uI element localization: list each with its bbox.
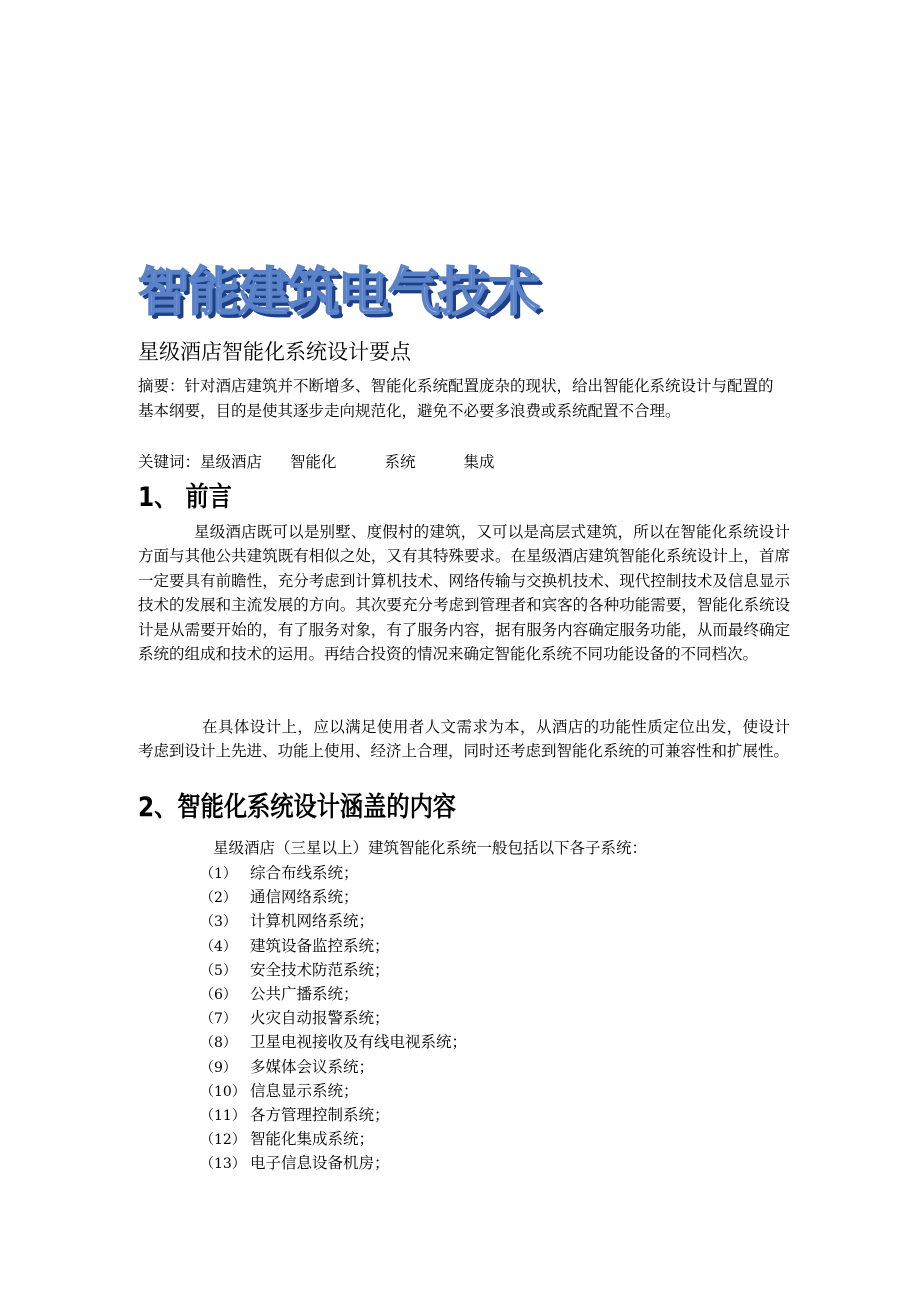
list-item [200, 1151, 467, 1175]
subsystem-intro: 星级酒店（三星以上）建筑智能化系统一般包括以下各子系统： [213, 839, 648, 857]
list-item [200, 1030, 467, 1054]
list-label: 各方管理控制系统； [250, 1105, 390, 1124]
article-title: 星级酒店智能化系统设计要点 [138, 340, 411, 364]
keyword: 系统 [384, 453, 416, 471]
list-label: 建筑设备监控系统； [250, 936, 390, 955]
list-number: （8） [200, 1035, 237, 1052]
list-number: （13） [200, 1156, 246, 1173]
keywords-line [138, 450, 495, 475]
list-number: （5） [200, 962, 237, 979]
list-item [200, 909, 467, 933]
list-item [200, 934, 467, 958]
list-item [200, 958, 467, 982]
list-number: （7） [200, 1011, 237, 1028]
list-item [200, 1006, 467, 1030]
list-number: （1） [200, 866, 237, 882]
abstract-text: 摘要：针对酒店建筑并不断增多、智能化系统配置庞杂的现状，给出智能化系统设计与配置的基本纲要，目的是使其逐步走向规范化，避免不必要多浪费或系统配置不合理。 [138, 377, 774, 420]
list-number: （9） [200, 1059, 237, 1076]
list-label: 安全技术防范系统； [250, 960, 390, 979]
list-label: 智能化集成系统； [250, 1130, 375, 1149]
list-number: （11） [200, 1107, 246, 1124]
intro-paragraph: 在具体设计上，应以满足使用者人文需求为本，从酒店的功能性质定位出发，使设计考虑到设计上先进、功能上使用、经济上合理，同时还考虑到智能化系统的可兼容性和扩展性。 [138, 718, 790, 761]
list-label: 计算机网络系统； [250, 912, 375, 931]
list-item [200, 861, 467, 885]
keywords-label: 关键词：星级酒店 [138, 453, 263, 471]
list-label: 卫星电视接收及有线电视系统； [250, 1033, 468, 1052]
list-label: 通信网络系统； [250, 888, 359, 907]
list-number: （2） [200, 890, 237, 907]
list-number: （12） [200, 1132, 246, 1149]
list-item [200, 885, 467, 909]
list-item [200, 1127, 467, 1151]
list-item [200, 1079, 467, 1103]
list-number: （10） [200, 1083, 246, 1100]
list-item [200, 1055, 467, 1079]
list-item [200, 982, 467, 1006]
section-heading-scope: 2、智能化系统设计涵盖的内容 [138, 792, 457, 823]
list-label: 电子信息设备机房； [250, 1154, 390, 1173]
list-label: 火灾自动报警系统； [250, 1009, 390, 1028]
keyword: 集成 [463, 453, 495, 471]
keyword: 智能化 [290, 453, 337, 471]
list-number: （3） [200, 914, 237, 931]
section-heading-intro: 1、 前言 [138, 482, 232, 513]
list-item [200, 1103, 467, 1127]
subsystem-list [200, 861, 467, 1175]
list-number: （6） [200, 986, 237, 1003]
list-label: 信息显示系统； [250, 1081, 359, 1100]
list-number: （4） [200, 938, 237, 955]
list-label: 公共广播系统； [250, 984, 359, 1003]
intro-paragraph: 星级酒店既可以是别墅、度假村的建筑，又可以是高层式建筑，所以在智能化系统设计方面与其他公共建筑既有相似之处，又有其特殊要求。在星级酒店建筑智能化系统设计上，首席一定要具有前瞻性，充分考虑到计算机技术、网络传输与交换机技术、现代控制技术及信息显示技术的发展和主流发展的方向。其次要充分考虑到管理者和宾客的各种功能需要，智能化系统设计是从需要开始的，有了服务对象，有了服务内容，据有服务内容确定服务功能，从而最终确定系统的组成和技术的运用。再结合投资的情况来确定智能化系统不同功能设备的不同档次。 [138, 523, 790, 664]
list-label: 综合布线系统； [250, 864, 359, 882]
list-label: 多媒体会议系统； [250, 1057, 375, 1076]
wordart-title: 智能建筑电气技术 [138, 263, 539, 323]
